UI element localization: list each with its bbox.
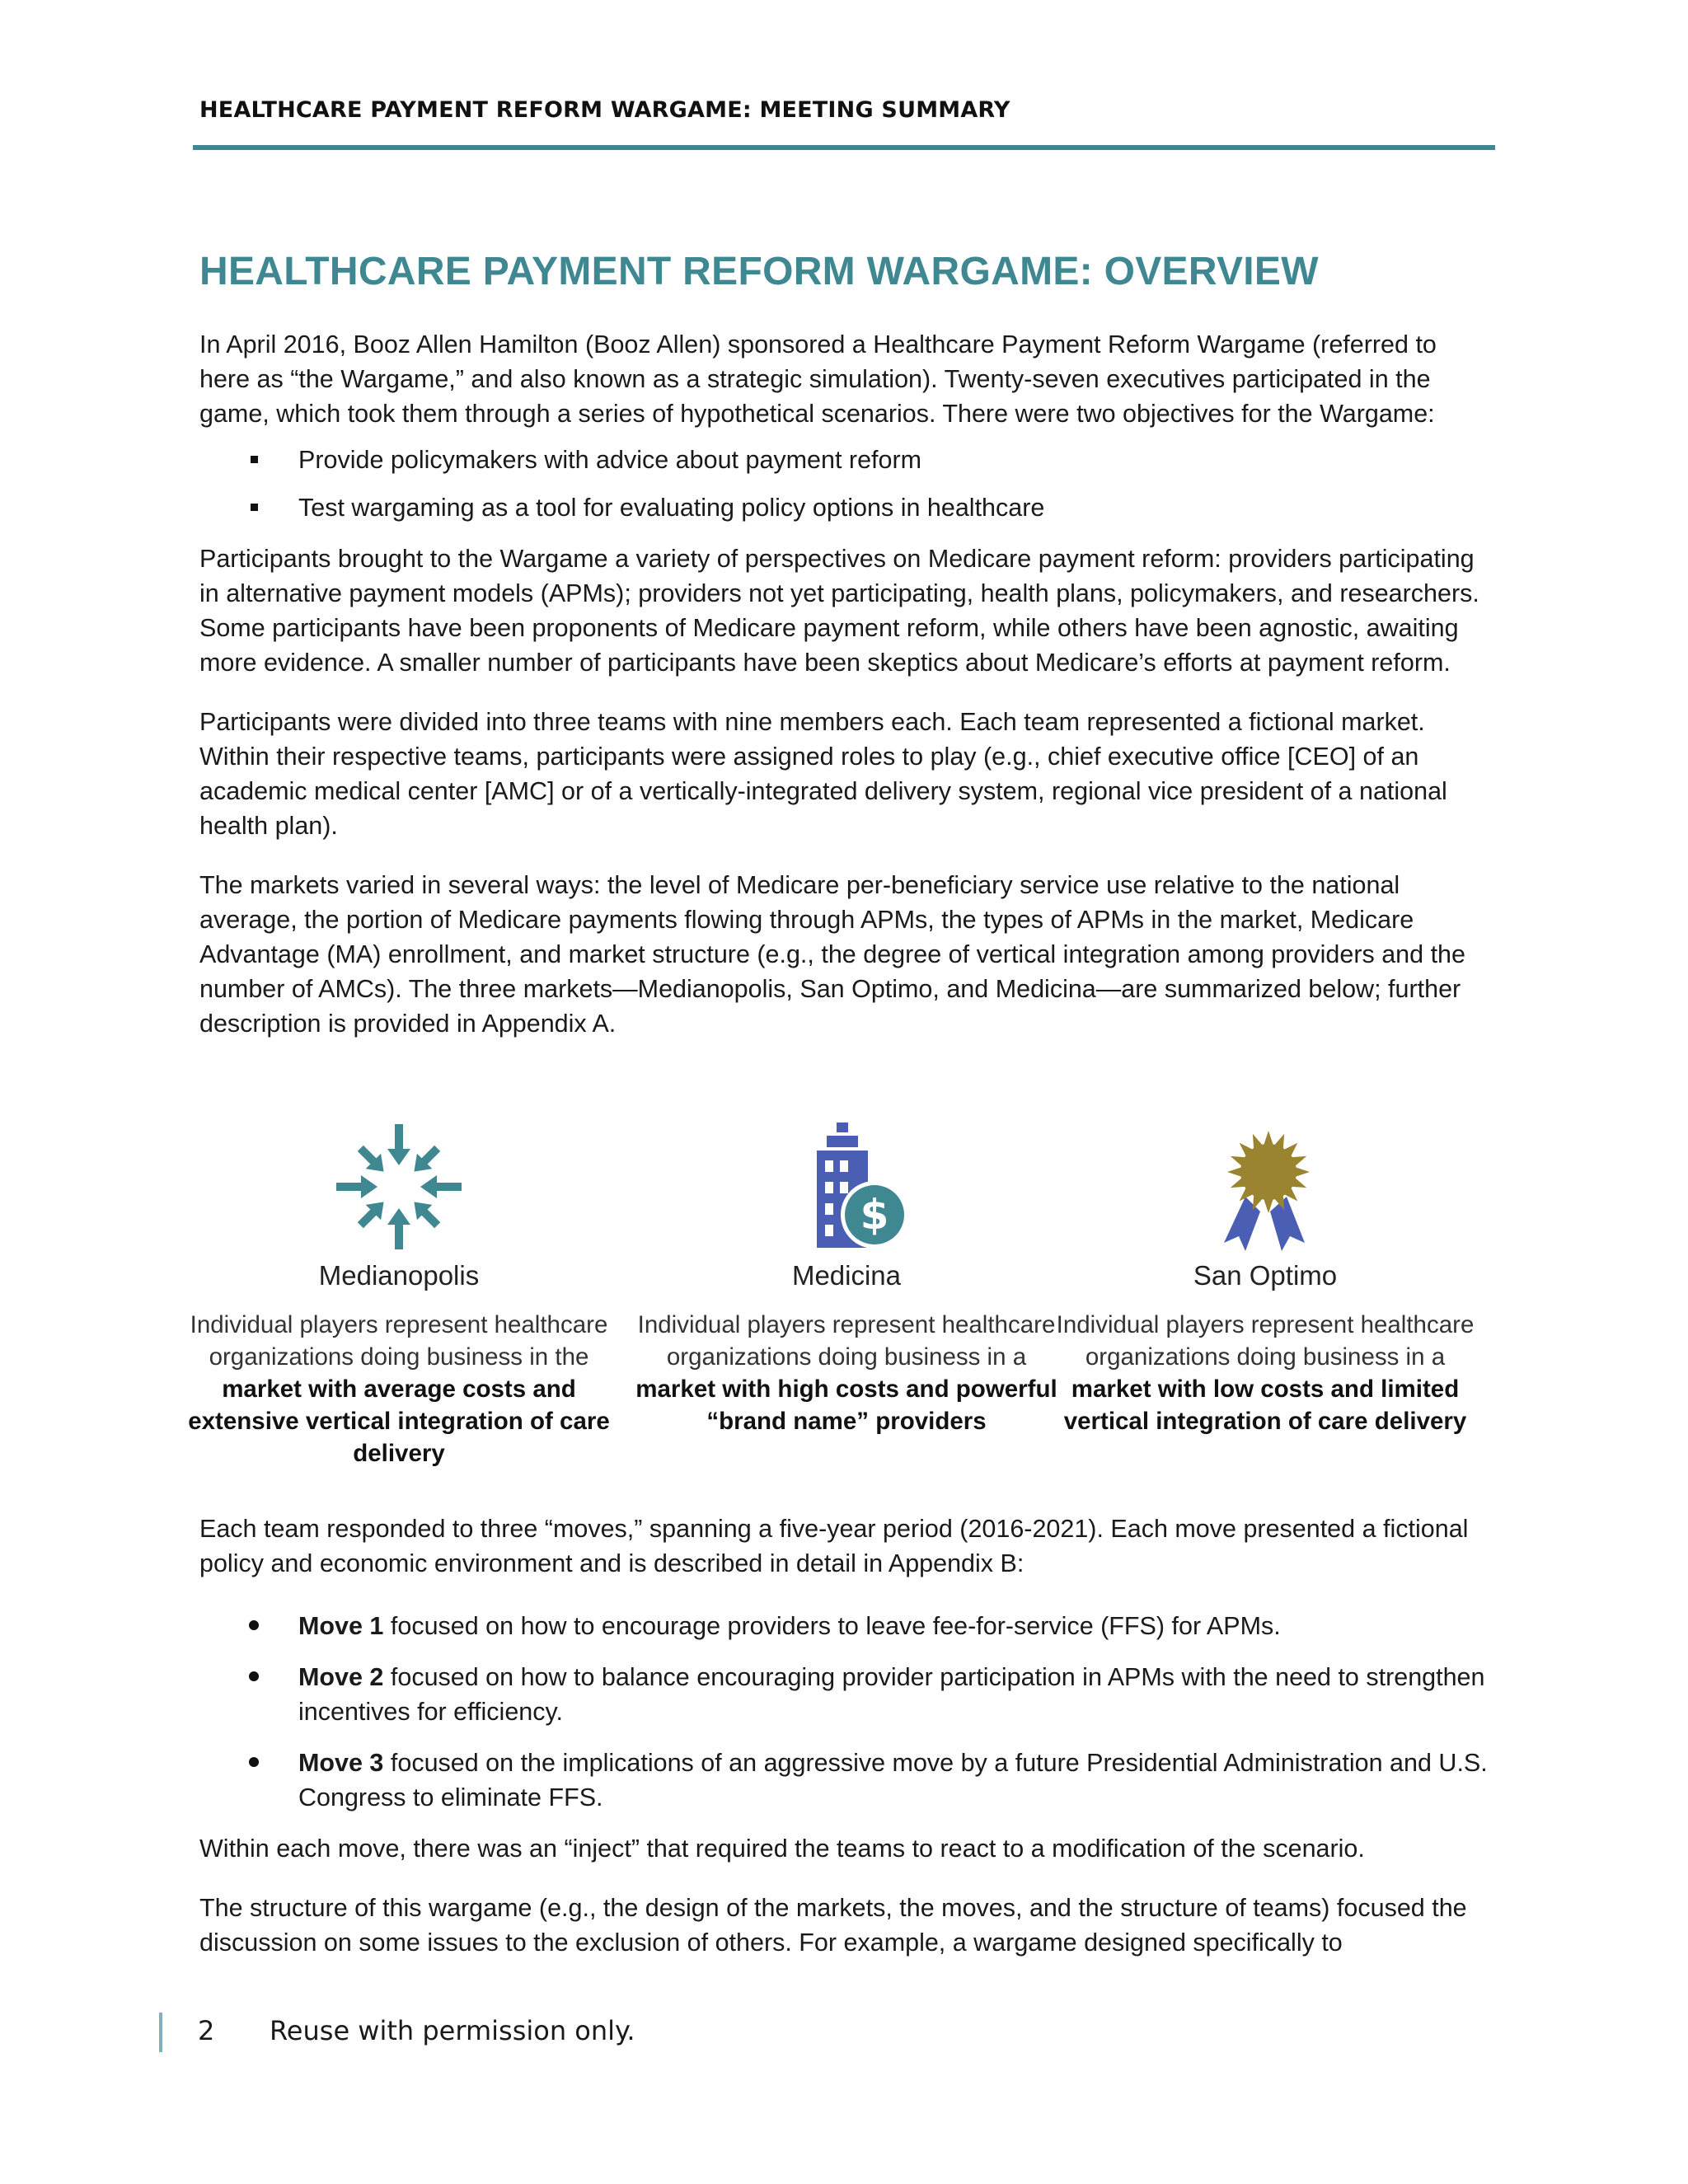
market-name: Medicina bbox=[791, 1260, 902, 1291]
arrows-converging-icon bbox=[333, 1121, 465, 1253]
market-card-medicina bbox=[632, 1121, 1061, 1437]
market-description: Individual players represent healthcare organizations doing business in the market with average costs and extensive vertical integration of care delivery bbox=[188, 1311, 610, 1467]
intro-paragraph: In April 2016, Booz Allen Hamilton (Booz Allen) sponsored a Healthcare Payment Reform Wargame (referred to here as “the Wargame,” and also known as a strategic simulation). Twenty-seven executives participated in the game, which took them through a series of hypothetical scenarios. There were two objectives for the Wargame: bbox=[199, 330, 1437, 428]
market-description: Individual players represent healthcare organizations doing business in a market with high costs and powerful “brand name” providers bbox=[635, 1311, 1057, 1435]
market-name: San Optimo bbox=[1193, 1260, 1338, 1291]
running-header: HEALTHCARE PAYMENT REFORM WARGAME: MEETING SUMMARY bbox=[199, 97, 1010, 123]
structure-paragraph: The structure of this wargame (e.g., the design of the markets, the moves, and the structure of teams) focused the discussion on some issues to the exclusion of others. For example, a wargame designed specifically to bbox=[199, 1894, 1467, 1957]
market-name: Medianopolis bbox=[318, 1260, 480, 1291]
body-top bbox=[199, 327, 1493, 1041]
footer-notice: Reuse with permission only. bbox=[270, 2015, 635, 2046]
market-description: Individual players represent healthcare organizations doing business in a market with low costs and limited vertical integration of care delivery bbox=[1056, 1311, 1475, 1435]
inject-paragraph: Within each move, there was an “inject” that required the teams to react to a modification of the scenario. bbox=[199, 1835, 1365, 1863]
list-item: Move 1 focused on how to encourage providers to leave fee-for-service (FFS) for APMs. bbox=[199, 1609, 1493, 1643]
markets-paragraph: The markets varied in several ways: the level of Medicare per-beneficiary service use relative to the national average, the portion of Medicare payments flowing through APMs, the types of APMs in the market, Medicare Advantage (MA) enrollment, and market structure (e.g., the degree of vertical integration among providers and the number of AMCs). The three markets—Medianopolis, San Optimo, and Medicina—are summarized below; further description is provided in Appendix A. bbox=[199, 871, 1465, 1038]
award-ribbon-icon bbox=[1199, 1121, 1331, 1253]
header-rule bbox=[193, 145, 1495, 150]
perspectives-paragraph: Participants brought to the Wargame a variety of perspectives on Medicare payment reform: providers participating in alternative payment models (APMs); providers not yet participating, health plans, policymakers, and researchers. Some participants have been proponents of Medicare payment reform, while others have been agnostic, awaiting more evidence. A smaller number of participants have been skeptics about Medicare’s efforts at payment reform. bbox=[199, 545, 1479, 677]
building-dollar-icon bbox=[781, 1121, 912, 1253]
moves-list bbox=[199, 1609, 1493, 1815]
list-item: Move 3 focused on the implications of an aggressive move by a future Presidential Administration and U.S. Congress to eliminate FFS. bbox=[199, 1746, 1493, 1815]
market-card-medianopolis bbox=[185, 1121, 613, 1469]
moves-intro-paragraph: Each team responded to three “moves,” spanning a five-year period (2016-2021). Each move presented a fictional policy and economic environment and is described in detail in Appendix B: bbox=[199, 1515, 1469, 1577]
page-title: HEALTHCARE PAYMENT REFORM WARGAME: OVERVIEW bbox=[199, 250, 1319, 293]
markets-figure bbox=[188, 1121, 1493, 1475]
market-card-san-optimo bbox=[1051, 1121, 1479, 1437]
list-item: Move 2 focused on how to balance encouraging provider participation in APMs with the need to strengthen incentives for efficiency. bbox=[199, 1660, 1493, 1729]
teams-paragraph: Participants were divided into three teams with nine members each. Each team represented a fictional market. Within their respective teams, participants were assigned roles to play (e.g., chief executive office [CEO] of an academic medical center [AMC] or of a vertically-integrated delivery system, regional vice president of a national health plan). bbox=[199, 708, 1447, 840]
svg-text:$: $ bbox=[860, 1191, 889, 1239]
list-item: Test wargaming as a tool for evaluating policy options in healthcare bbox=[199, 490, 1493, 525]
footer-bar bbox=[159, 2013, 162, 2052]
body-bottom bbox=[199, 1511, 1493, 1960]
objectives-list bbox=[199, 443, 1493, 525]
page-number: 2 bbox=[198, 2015, 215, 2046]
list-item: Provide policymakers with advice about payment reform bbox=[199, 443, 1493, 477]
